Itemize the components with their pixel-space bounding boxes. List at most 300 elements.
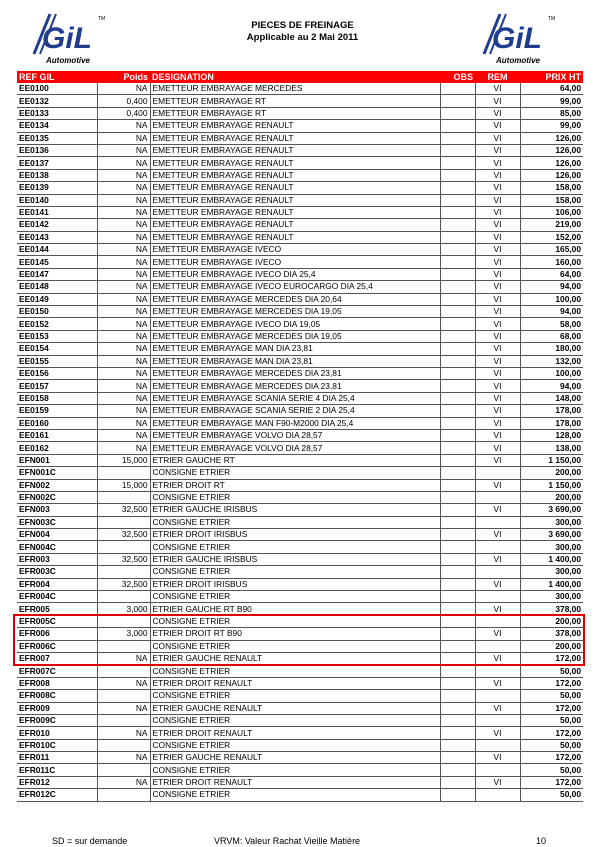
logo-subtitle: Automotive xyxy=(46,56,90,65)
cell-poids: NA xyxy=(97,256,150,268)
cell-poids: NA xyxy=(97,169,150,181)
cell-prix: 50,00 xyxy=(520,764,583,776)
cell-prix: 300,00 xyxy=(520,591,583,603)
cell-prix: 100,00 xyxy=(520,367,583,379)
cell-rem xyxy=(475,491,520,503)
cell-poids: NA xyxy=(97,752,150,764)
cell-obs xyxy=(440,206,475,218)
cell-designation: ETRIER DROIT RENAULT xyxy=(150,677,440,689)
cell-rem xyxy=(475,516,520,528)
cell-poids: NA xyxy=(97,318,150,330)
cell-prix: 200,00 xyxy=(520,467,583,479)
cell-prix: 148,00 xyxy=(520,392,583,404)
cell-ref: EE0161 xyxy=(17,429,97,441)
cell-ref: EFN003 xyxy=(17,504,97,516)
cell-prix: 300,00 xyxy=(520,566,583,578)
table-row xyxy=(17,169,583,181)
cell-poids: NA xyxy=(97,727,150,739)
cell-prix: 378,00 xyxy=(520,603,583,615)
cell-prix: 1 150,00 xyxy=(520,454,583,466)
cell-rem xyxy=(475,714,520,726)
cell-designation: EMETTEUR EMBRAYAGE SCANIA SERIE 2 DIA 25,4 xyxy=(150,405,440,417)
table-row xyxy=(17,566,583,578)
cell-rem: VI xyxy=(475,504,520,516)
cell-poids: NA xyxy=(97,442,150,454)
cell-designation: EMETTEUR EMBRAYAGE MERCEDES DIA 23,81 xyxy=(150,367,440,379)
cell-rem: VI xyxy=(475,206,520,218)
cell-ref: EFR003C xyxy=(17,566,97,578)
cell-rem: VI xyxy=(475,231,520,243)
cell-obs xyxy=(440,727,475,739)
cell-ref: EFN003C xyxy=(17,516,97,528)
cell-rem xyxy=(475,789,520,801)
cell-ref: EE0158 xyxy=(17,392,97,404)
cell-poids: NA xyxy=(97,293,150,305)
cell-prix: 178,00 xyxy=(520,405,583,417)
cell-obs xyxy=(440,702,475,714)
cell-ref: EE0143 xyxy=(17,231,97,243)
col-poids-header: Poids xyxy=(97,71,150,83)
cell-rem: VI xyxy=(475,776,520,788)
cell-obs xyxy=(440,231,475,243)
cell-prix: 200,00 xyxy=(520,640,583,652)
cell-ref: EFR011 xyxy=(17,752,97,764)
cell-poids xyxy=(97,665,150,677)
cell-ref: EFR005C xyxy=(17,615,97,627)
cell-ref: EE0157 xyxy=(17,380,97,392)
cell-rem: VI xyxy=(475,429,520,441)
cell-obs xyxy=(440,553,475,565)
cell-poids: NA xyxy=(97,652,150,664)
cell-poids: 32,500 xyxy=(97,578,150,590)
cell-prix: 94,00 xyxy=(520,380,583,392)
table-row xyxy=(17,244,583,256)
cell-poids: NA xyxy=(97,343,150,355)
cell-obs xyxy=(440,306,475,318)
cell-prix: 58,00 xyxy=(520,318,583,330)
table-row xyxy=(17,677,583,689)
cell-designation: CONSIGNE ETRIER xyxy=(150,566,440,578)
cell-obs xyxy=(440,169,475,181)
cell-poids: NA xyxy=(97,144,150,156)
cell-rem: VI xyxy=(475,107,520,119)
cell-poids: NA xyxy=(97,429,150,441)
cell-designation: CONSIGNE ETRIER xyxy=(150,615,440,627)
cell-obs xyxy=(440,776,475,788)
table-row xyxy=(17,355,583,367)
table-row xyxy=(17,194,583,206)
cell-obs xyxy=(440,739,475,751)
cell-prix: 126,00 xyxy=(520,132,583,144)
cell-rem: VI xyxy=(475,83,520,95)
cell-ref: EFR008C xyxy=(17,690,97,702)
cell-obs xyxy=(440,789,475,801)
cell-prix: 106,00 xyxy=(520,206,583,218)
table-row xyxy=(17,714,583,726)
cell-ref: EFN004 xyxy=(17,529,97,541)
col-obs-header: OBS xyxy=(440,71,475,83)
cell-ref: EE0140 xyxy=(17,194,97,206)
cell-poids: NA xyxy=(97,281,150,293)
cell-rem: VI xyxy=(475,702,520,714)
cell-obs xyxy=(440,392,475,404)
table-row xyxy=(17,690,583,702)
cell-obs xyxy=(440,491,475,503)
cell-designation: EMETTEUR EMBRAYAGE RENAULT xyxy=(150,120,440,132)
cell-rem: VI xyxy=(475,380,520,392)
cell-obs xyxy=(440,343,475,355)
cell-poids: NA xyxy=(97,83,150,95)
cell-designation: ETRIER GAUCHE RENAULT xyxy=(150,702,440,714)
cell-poids: NA xyxy=(97,194,150,206)
cell-prix: 126,00 xyxy=(520,169,583,181)
cell-ref: EFR010C xyxy=(17,739,97,751)
cell-poids: NA xyxy=(97,405,150,417)
cell-designation: EMETTEUR EMBRAYAGE MERCEDES DIA 20,64 xyxy=(150,293,440,305)
cell-prix: 200,00 xyxy=(520,615,583,627)
cell-designation: EMETTEUR EMBRAYAGE MAN DIA 23,81 xyxy=(150,355,440,367)
cell-rem: VI xyxy=(475,306,520,318)
cell-poids: 32,500 xyxy=(97,504,150,516)
cell-ref: EFN001C xyxy=(17,467,97,479)
table-row xyxy=(17,144,583,156)
table-row xyxy=(17,529,583,541)
cell-ref: EFR008 xyxy=(17,677,97,689)
cell-poids: NA xyxy=(97,367,150,379)
cell-obs xyxy=(440,157,475,169)
cell-prix: 50,00 xyxy=(520,789,583,801)
highlight-box xyxy=(13,614,585,666)
cell-poids: NA xyxy=(97,776,150,788)
cell-ref: EE0141 xyxy=(17,206,97,218)
cell-prix: 165,00 xyxy=(520,244,583,256)
cell-rem xyxy=(475,591,520,603)
cell-ref: EE0150 xyxy=(17,306,97,318)
page-subtitle: Applicable au 2 Mai 2011 xyxy=(246,32,359,43)
cell-ref: EFN002 xyxy=(17,479,97,491)
table-row xyxy=(17,392,583,404)
cell-designation: CONSIGNE ETRIER xyxy=(150,764,440,776)
logo-text: GiL xyxy=(42,22,92,55)
cell-rem: VI xyxy=(475,293,520,305)
cell-prix: 200,00 xyxy=(520,491,583,503)
table-row xyxy=(17,789,583,801)
cell-designation: ETRIER DROIT RENAULT xyxy=(150,727,440,739)
cell-rem: VI xyxy=(475,268,520,280)
cell-ref: EE0159 xyxy=(17,405,97,417)
cell-designation: EMETTEUR EMBRAYAGE RENAULT xyxy=(150,182,440,194)
table-row xyxy=(17,157,583,169)
cell-obs xyxy=(440,764,475,776)
cell-ref: EE0132 xyxy=(17,95,97,107)
cell-prix: 300,00 xyxy=(520,516,583,528)
cell-rem: VI xyxy=(475,454,520,466)
page-title: PIECES DE FREINAGE xyxy=(251,20,354,31)
table-row xyxy=(17,120,583,132)
cell-obs xyxy=(440,244,475,256)
cell-prix: 138,00 xyxy=(520,442,583,454)
cell-poids: NA xyxy=(97,677,150,689)
cell-obs xyxy=(440,120,475,132)
cell-obs xyxy=(440,541,475,553)
cell-prix: 378,00 xyxy=(520,628,583,640)
logo-text: GiL xyxy=(492,22,542,55)
cell-ref: EE0134 xyxy=(17,120,97,132)
logo-tm: TM xyxy=(548,16,556,22)
cell-rem: VI xyxy=(475,194,520,206)
cell-prix: 1 400,00 xyxy=(520,553,583,565)
cell-designation: CONSIGNE ETRIER xyxy=(150,516,440,528)
cell-poids xyxy=(97,467,150,479)
cell-designation: ETRIER GAUCHE IRISBUS xyxy=(150,553,440,565)
cell-poids xyxy=(97,541,150,553)
page-number: 10 xyxy=(536,836,547,846)
footer-vrvm: VRVM: Valeur Rachat Vieille Matière xyxy=(214,836,361,846)
cell-rem xyxy=(475,739,520,751)
cell-poids: NA xyxy=(97,330,150,342)
table-row xyxy=(17,467,583,479)
cell-ref: EFR009C xyxy=(17,714,97,726)
cell-designation: EMETTEUR EMBRAYAGE VOLVO DIA 28,57 xyxy=(150,442,440,454)
cell-rem: VI xyxy=(475,752,520,764)
cell-obs xyxy=(440,479,475,491)
cell-ref: EE0154 xyxy=(17,343,97,355)
cell-ref: EE0100 xyxy=(17,83,97,95)
cell-designation: EMETTEUR EMBRAYAGE MAN F90-M2000 DIA 25,4 xyxy=(150,417,440,429)
table-row xyxy=(17,268,583,280)
cell-ref: EE0137 xyxy=(17,157,97,169)
cell-poids: 3,000 xyxy=(97,603,150,615)
cell-poids: NA xyxy=(97,157,150,169)
table-row xyxy=(17,330,583,342)
cell-designation: CONSIGNE ETRIER xyxy=(150,467,440,479)
cell-poids xyxy=(97,714,150,726)
cell-ref: EE0133 xyxy=(17,107,97,119)
cell-obs xyxy=(440,405,475,417)
table-row xyxy=(17,293,583,305)
cell-rem: VI xyxy=(475,529,520,541)
cell-ref: EFR010 xyxy=(17,727,97,739)
cell-prix: 99,00 xyxy=(520,95,583,107)
cell-obs xyxy=(440,380,475,392)
cell-obs xyxy=(440,281,475,293)
cell-designation: EMETTEUR EMBRAYAGE RENAULT xyxy=(150,231,440,243)
cell-designation: EMETTEUR EMBRAYAGE RENAULT xyxy=(150,206,440,218)
cell-obs xyxy=(440,690,475,702)
cell-rem: VI xyxy=(475,392,520,404)
cell-prix: 100,00 xyxy=(520,293,583,305)
table-row xyxy=(17,516,583,528)
cell-obs xyxy=(440,504,475,516)
cell-rem: VI xyxy=(475,330,520,342)
cell-designation: EMETTEUR EMBRAYAGE SCANIA SERIE 4 DIA 25,4 xyxy=(150,392,440,404)
cell-ref: EE0149 xyxy=(17,293,97,305)
cell-prix: 50,00 xyxy=(520,665,583,677)
cell-poids: NA xyxy=(97,132,150,144)
cell-designation: EMETTEUR EMBRAYAGE IVECO xyxy=(150,256,440,268)
cell-designation: EMETTEUR EMBRAYAGE IVECO DIA 25,4 xyxy=(150,268,440,280)
cell-designation: EMETTEUR EMBRAYAGE IVECO DIA 19,05 xyxy=(150,318,440,330)
cell-designation: ETRIER DROIT IRISBUS xyxy=(150,578,440,590)
cell-designation: ETRIER DROIT RENAULT xyxy=(150,776,440,788)
cell-poids: NA xyxy=(97,417,150,429)
cell-prix: 1 400,00 xyxy=(520,578,583,590)
cell-ref: EE0155 xyxy=(17,355,97,367)
table-row xyxy=(17,343,583,355)
table-row xyxy=(17,541,583,553)
table-row xyxy=(17,578,583,590)
cell-obs xyxy=(440,95,475,107)
cell-poids: NA xyxy=(97,206,150,218)
table-row xyxy=(17,281,583,293)
cell-ref: EE0139 xyxy=(17,182,97,194)
cell-designation: EMETTEUR EMBRAYAGE VOLVO DIA 28,57 xyxy=(150,429,440,441)
cell-obs xyxy=(440,330,475,342)
cell-ref: EE0144 xyxy=(17,244,97,256)
table-row xyxy=(17,318,583,330)
cell-designation: EMETTEUR EMBRAYAGE IVECO EUROCARGO DIA 25,4 xyxy=(150,281,440,293)
cell-obs xyxy=(440,677,475,689)
cell-designation: ETRIER GAUCHE RENAULT xyxy=(150,652,440,664)
cell-rem: VI xyxy=(475,169,520,181)
cell-ref: EE0135 xyxy=(17,132,97,144)
cell-prix: 300,00 xyxy=(520,541,583,553)
cell-ref: EFR012C xyxy=(17,789,97,801)
cell-ref: EFR007C xyxy=(17,665,97,677)
cell-obs xyxy=(440,132,475,144)
table-row xyxy=(17,95,583,107)
cell-rem: VI xyxy=(475,182,520,194)
col-rem-header: REM xyxy=(475,71,520,83)
cell-rem: VI xyxy=(475,479,520,491)
cell-prix: 172,00 xyxy=(520,727,583,739)
cell-prix: 158,00 xyxy=(520,182,583,194)
cell-rem: VI xyxy=(475,256,520,268)
cell-designation: ETRIER GAUCHE IRISBUS xyxy=(150,504,440,516)
cell-obs xyxy=(440,367,475,379)
cell-prix: 1 150,00 xyxy=(520,479,583,491)
cell-prix: 126,00 xyxy=(520,157,583,169)
cell-poids: 3,000 xyxy=(97,628,150,640)
cell-prix: 172,00 xyxy=(520,652,583,664)
cell-prix: 132,00 xyxy=(520,355,583,367)
table-row xyxy=(17,367,583,379)
cell-prix: 85,00 xyxy=(520,107,583,119)
cell-prix: 94,00 xyxy=(520,306,583,318)
cell-rem: VI xyxy=(475,318,520,330)
table-row xyxy=(17,405,583,417)
cell-rem: VI xyxy=(475,727,520,739)
cell-obs xyxy=(440,578,475,590)
cell-rem: VI xyxy=(475,120,520,132)
price-table xyxy=(17,71,583,802)
cell-ref: EFR005 xyxy=(17,603,97,615)
cell-rem: VI xyxy=(475,405,520,417)
table-header-row xyxy=(17,71,583,83)
table-row xyxy=(17,417,583,429)
cell-ref: EE0162 xyxy=(17,442,97,454)
cell-ref: EFN001 xyxy=(17,454,97,466)
table-row xyxy=(17,83,583,95)
cell-prix: 172,00 xyxy=(520,776,583,788)
cell-prix: 50,00 xyxy=(520,690,583,702)
cell-rem xyxy=(475,566,520,578)
table-row xyxy=(17,665,583,677)
cell-designation: EMETTEUR EMBRAYAGE MAN DIA 23,81 xyxy=(150,343,440,355)
table-row xyxy=(17,776,583,788)
cell-designation: EMETTEUR EMBRAYAGE RENAULT xyxy=(150,132,440,144)
cell-poids: NA xyxy=(97,392,150,404)
cell-prix: 128,00 xyxy=(520,429,583,441)
cell-ref: EFR004C xyxy=(17,591,97,603)
cell-ref: EE0153 xyxy=(17,330,97,342)
cell-ref: EFR006C xyxy=(17,640,97,652)
cell-obs xyxy=(440,107,475,119)
cell-ref: EE0145 xyxy=(17,256,97,268)
cell-rem xyxy=(475,690,520,702)
cell-prix: 99,00 xyxy=(520,120,583,132)
cell-prix: 178,00 xyxy=(520,417,583,429)
cell-ref: EE0136 xyxy=(17,144,97,156)
cell-designation: EMETTEUR EMBRAYAGE RENAULT xyxy=(150,194,440,206)
cell-poids: 15,000 xyxy=(97,454,150,466)
cell-ref: EFR007 xyxy=(17,652,97,664)
cell-rem: VI xyxy=(475,144,520,156)
table-row xyxy=(17,739,583,751)
table-row xyxy=(17,454,583,466)
cell-designation: CONSIGNE ETRIER xyxy=(150,541,440,553)
table-row xyxy=(17,491,583,503)
cell-obs xyxy=(440,417,475,429)
table-row xyxy=(17,504,583,516)
logo-tm: TM xyxy=(98,16,106,22)
table-row xyxy=(17,231,583,243)
cell-obs xyxy=(440,182,475,194)
cell-obs xyxy=(440,529,475,541)
table-row xyxy=(17,479,583,491)
cell-obs xyxy=(440,467,475,479)
cell-poids xyxy=(97,739,150,751)
table-row xyxy=(17,132,583,144)
table-row xyxy=(17,764,583,776)
cell-poids: NA xyxy=(97,380,150,392)
cell-ref: EFR004 xyxy=(17,578,97,590)
cell-poids: NA xyxy=(97,120,150,132)
cell-poids: NA xyxy=(97,702,150,714)
cell-ref: EFR003 xyxy=(17,553,97,565)
cell-rem: VI xyxy=(475,355,520,367)
cell-rem: VI xyxy=(475,95,520,107)
cell-designation: CONSIGNE ETRIER xyxy=(150,739,440,751)
cell-rem: VI xyxy=(475,603,520,615)
cell-poids: 0,400 xyxy=(97,107,150,119)
cell-ref: EE0156 xyxy=(17,367,97,379)
cell-rem: VI xyxy=(475,343,520,355)
cell-rem xyxy=(475,764,520,776)
cell-designation: EMETTEUR EMBRAYAGE IVECO xyxy=(150,244,440,256)
cell-obs xyxy=(440,429,475,441)
cell-poids xyxy=(97,764,150,776)
cell-ref: EE0160 xyxy=(17,417,97,429)
cell-obs xyxy=(440,591,475,603)
cell-rem: VI xyxy=(475,281,520,293)
cell-designation: ETRIER GAUCHE RT B90 xyxy=(150,603,440,615)
cell-prix: 180,00 xyxy=(520,343,583,355)
cell-designation: EMETTEUR EMBRAYAGE RENAULT xyxy=(150,157,440,169)
cell-obs xyxy=(440,219,475,231)
cell-prix: 3 690,00 xyxy=(520,529,583,541)
cell-obs xyxy=(440,665,475,677)
